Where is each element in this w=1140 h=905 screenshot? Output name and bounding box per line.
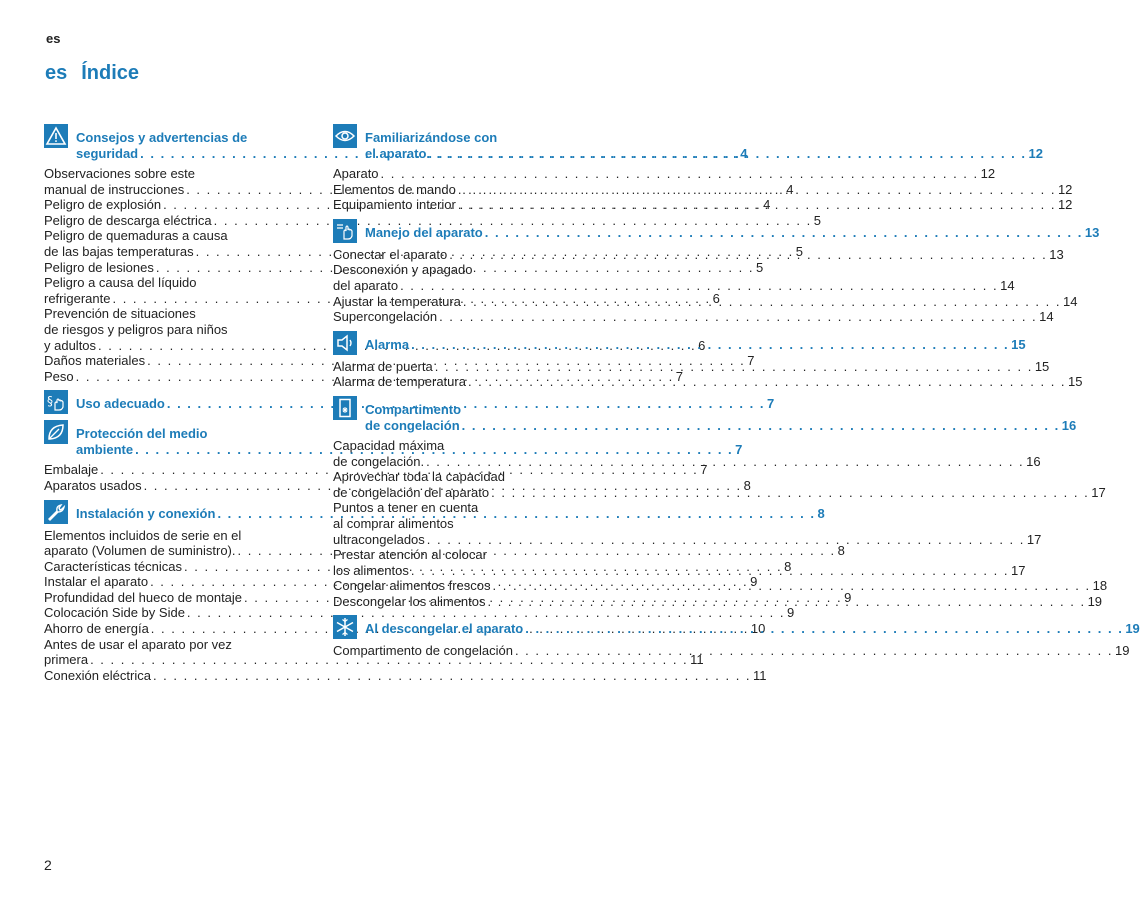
entry-text: Conectar el aparato [333, 246, 448, 262]
entry-text: Uso adecuado [76, 396, 165, 412]
entry-page: 14 [1063, 293, 1078, 309]
speaker-icon [333, 331, 357, 355]
entry-text: Compartimento [365, 401, 462, 417]
entry-page: 16 [1061, 417, 1077, 433]
entry-text: Prestar atención al colocar [333, 547, 487, 563]
entry-line [333, 181, 1073, 198]
entry-page: 9 [787, 605, 795, 621]
entry-text: Colocación Side by Side [44, 605, 185, 621]
entry-line [333, 547, 595, 563]
entry-text: Peligro de quemaduras a causa [44, 228, 228, 244]
entry-line [333, 562, 1026, 579]
entry-page: 5 [755, 259, 764, 275]
entry-line [44, 605, 795, 621]
section-title-line [365, 130, 1043, 146]
entry-line [333, 531, 1042, 548]
toc-entry[interactable] [333, 500, 1042, 547]
entry-line [44, 637, 306, 653]
entry-text: al comprar alimentos [333, 515, 454, 531]
entry-line [44, 166, 306, 182]
entry-text: Profundidad del hueco de montaje [44, 589, 243, 605]
toc-entry[interactable] [333, 643, 1130, 659]
toc-section[interactable] [333, 219, 1100, 243]
entry-line [333, 277, 1015, 294]
entry-text: Peso [44, 368, 74, 384]
leaf-icon [44, 420, 68, 444]
entry-text: ambiente [76, 442, 134, 458]
section-title-line [365, 337, 1026, 353]
entry-text: ultracongelados [333, 531, 425, 547]
hand-control-icon [333, 219, 357, 243]
entry-text: Elementos incluidos de serie en el [44, 527, 242, 543]
dot-leader [411, 337, 1009, 353]
section-title-line [365, 402, 1076, 418]
entry-text: de riesgos y peligros para niños [44, 321, 228, 337]
entry-line [333, 484, 1106, 501]
dot-leader [515, 643, 1113, 659]
entry-line [44, 528, 306, 544]
entry-line [333, 643, 1130, 659]
warning-icon [44, 124, 68, 148]
toc-entry[interactable] [333, 309, 1054, 325]
page-title [45, 62, 139, 85]
entry-text: Capacidad máxima [333, 437, 445, 453]
entry-page: 13 [1049, 246, 1064, 262]
entry-line [44, 275, 306, 291]
dot-leader [427, 532, 1025, 548]
entry-text: Daños materiales [44, 353, 146, 369]
dot-leader [449, 247, 1047, 263]
entry-line [333, 246, 1064, 263]
section-title-line [365, 225, 1099, 241]
dot-leader [493, 578, 1091, 594]
entry-page: 6 [698, 337, 706, 353]
entry-text: Aprovechar toda la capacidad [333, 469, 506, 485]
entry-text: Conexión eléctrica [44, 667, 151, 683]
entry-text: Puntos a tener en cuenta [333, 500, 479, 516]
entry-page: 9 [844, 589, 852, 605]
entry-page: 15 [1011, 336, 1026, 352]
entry-text: Equipamiento interior [333, 197, 456, 213]
toc-entry[interactable] [333, 578, 1108, 594]
entry-page: 12 [1028, 146, 1043, 161]
entry-line [333, 166, 996, 182]
entry-text: Aparatos usados [44, 477, 142, 493]
entry-text: Alarma [365, 336, 410, 352]
entry-page: 11 [753, 667, 767, 683]
dot-leader [458, 197, 1056, 213]
freezer-icon [333, 396, 357, 420]
entry-page: 4 [786, 181, 794, 197]
dot-leader [435, 359, 1033, 375]
page-number: 2 [44, 857, 52, 873]
entry-line [333, 453, 1041, 470]
entry-text: Elementos de mando [333, 181, 456, 197]
entry-page: 13 [1084, 224, 1100, 240]
entry-text: de las bajas temperaturas [44, 243, 194, 259]
toc-entry[interactable] [333, 437, 1041, 469]
entry-line [44, 306, 306, 322]
dot-leader [485, 225, 1083, 241]
entry-page: 5 [813, 212, 821, 228]
entry-line [333, 197, 1073, 213]
toc-entry[interactable] [44, 667, 767, 684]
entry-line [333, 593, 1103, 610]
entry-line [44, 652, 704, 668]
entry-text: seguridad [76, 146, 139, 161]
entry-page: 14 [1000, 277, 1015, 293]
entry-text: refrigerante [44, 290, 111, 306]
entry-text: Desconexión y apagado [333, 262, 473, 278]
toc-entry[interactable] [333, 246, 1064, 263]
entry-text: Instalación y conexión [76, 505, 216, 521]
entry-page: 15 [1034, 358, 1050, 374]
entry-text: Supercongelación [333, 309, 438, 325]
toc-section[interactable] [333, 331, 1026, 355]
entry-text: Ajustar la temperatura [333, 293, 461, 309]
entry-page: 18 [1092, 578, 1108, 594]
toc-entry[interactable] [333, 358, 1050, 375]
toc-entry[interactable] [333, 547, 1026, 578]
entry-line [44, 228, 306, 244]
dot-leader [468, 374, 1066, 390]
entry-line [333, 469, 595, 485]
entry-line [333, 262, 595, 278]
toc-entry[interactable] [333, 469, 1106, 500]
entry-line [333, 516, 595, 532]
entry-text: Peligro de explosión [44, 197, 162, 213]
entry-text: Descongelar los alimentos [333, 593, 486, 609]
entry-text: Congelar alimentos frescos [333, 578, 491, 594]
entry-page: 19 [1115, 643, 1130, 659]
dot-leader [381, 166, 979, 182]
entry-text: Aparato [333, 166, 379, 181]
entry-page: 7 [766, 396, 775, 412]
entry-page: 15 [1068, 374, 1083, 390]
entry-text: de congelación [365, 417, 460, 433]
toc-section[interactable] [333, 124, 1043, 162]
entry-page: 12 [980, 166, 996, 181]
entry-text: aparato (Volumen de suministro). [44, 543, 236, 559]
entry-page: 4 [763, 197, 771, 213]
toc-entry[interactable] [333, 593, 1103, 610]
paragraph-hand-icon [44, 390, 68, 414]
entry-text: Peligro de lesiones [44, 259, 154, 275]
dot-leader [411, 563, 1009, 579]
entry-page: 7 [747, 353, 755, 369]
toc-section[interactable] [333, 396, 1077, 434]
entry-text: Ahorro de energía [44, 621, 149, 637]
title-text: Índice [81, 62, 140, 84]
entry-page: 8 [743, 477, 751, 493]
entry-text: Prevención de situaciones [44, 306, 196, 322]
dot-leader [400, 278, 998, 294]
entry-page: 5 [795, 243, 803, 259]
entry-page: 14 [1039, 309, 1054, 325]
entry-page: 9 [750, 574, 758, 590]
entry-line [333, 293, 1078, 310]
entry-page: 8 [784, 558, 792, 574]
entry-page: 10 [750, 621, 766, 637]
entry-page: 12 [1057, 181, 1073, 197]
entry-text: Antes de usar el aparato por vez [44, 636, 232, 652]
entry-text: Características técnicas [44, 558, 182, 574]
toc-entry[interactable] [44, 605, 795, 621]
entry-text: manual de instrucciones [44, 181, 185, 197]
entry-text: Observaciones sobre este [44, 166, 196, 181]
toc-entry[interactable] [333, 166, 996, 182]
entry-text: de congelación. [333, 453, 425, 469]
section-title-line [365, 146, 1043, 162]
entry-text: Embalaje [44, 462, 99, 478]
entry-text: Peligro de descarga eléctrica [44, 212, 212, 228]
section-title-line [365, 418, 1076, 434]
entry-text: Consejos y advertencias de [76, 130, 248, 145]
entry-page: 12 [1057, 197, 1073, 213]
entry-page: 7 [675, 368, 683, 384]
entry-line [44, 322, 306, 338]
entry-text: de congelación del aparato [333, 484, 490, 500]
entry-page: 4 [740, 146, 748, 161]
snowflake-icon [333, 615, 357, 639]
entry-text: Manejo del aparato [365, 224, 483, 240]
entry-page: 17 [1091, 484, 1106, 500]
toc-entry[interactable] [333, 262, 1015, 293]
entry-line [333, 374, 1083, 390]
dot-leader [491, 485, 1089, 501]
entry-line [333, 500, 595, 516]
dot-leader [428, 146, 1026, 162]
entry-page: 6 [712, 290, 720, 306]
entry-page: 19 [1125, 621, 1140, 637]
entry-line [44, 667, 767, 684]
entry-page: 7 [735, 442, 743, 458]
entry-text: los alimentos [333, 562, 409, 578]
entry-page: 17 [1026, 531, 1042, 547]
entry-line [44, 212, 821, 229]
entry-text: Protección del medio [76, 426, 208, 442]
entry-text: Peligro a causa del líquido [44, 275, 197, 291]
section-title [365, 615, 1140, 637]
dot-leader [487, 594, 1085, 610]
toc-entry[interactable] [333, 293, 1078, 310]
dot-leader [458, 182, 1056, 198]
section-title [365, 124, 1043, 162]
section-title-line [365, 621, 1140, 637]
entry-page: 17 [1010, 562, 1026, 578]
header-language: es [46, 31, 61, 46]
entry-page: 8 [817, 505, 825, 521]
entry-text: y adultos [44, 337, 97, 353]
toc-entry[interactable] [333, 374, 1083, 390]
entry-text: del aparato [333, 277, 399, 293]
entry-page: 19 [1087, 593, 1103, 609]
entry-text: Familiarizándose con [365, 130, 498, 145]
dot-leader [439, 309, 1037, 325]
entry-text: Al descongelar el aparato [365, 621, 524, 637]
entry-line [333, 438, 595, 454]
dot-leader [525, 621, 1123, 637]
entry-page: 11 [690, 652, 704, 668]
section-title [365, 396, 1076, 434]
entry-text: Instalar el aparato [44, 574, 149, 590]
toc-entry[interactable] [44, 212, 821, 229]
entry-line [333, 309, 1054, 325]
entry-text: el aparato [365, 146, 427, 161]
eye-icon [333, 124, 357, 148]
entry-line [333, 358, 1050, 375]
entry-text: Alarma de puerta [333, 358, 433, 374]
toc-entry[interactable] [333, 197, 1073, 213]
entry-page: 16 [1026, 453, 1041, 469]
entry-line [333, 578, 1108, 594]
section-title [365, 331, 1026, 353]
entry-text: primera [44, 652, 89, 668]
dot-leader [153, 668, 751, 684]
title-language: es [45, 62, 68, 84]
entry-text: Compartimento de congelación [333, 643, 513, 659]
entry-text: Alarma de temperatura [333, 374, 466, 390]
entry-page: 7 [700, 462, 708, 478]
dot-leader [426, 454, 1024, 470]
section-title [365, 219, 1099, 241]
entry-page: 8 [837, 543, 845, 559]
wrench-icon [44, 500, 68, 524]
toc-entry[interactable] [333, 181, 1073, 198]
svg-text:§: § [47, 394, 53, 409]
dot-leader [462, 418, 1060, 434]
dot-leader [463, 294, 1061, 310]
